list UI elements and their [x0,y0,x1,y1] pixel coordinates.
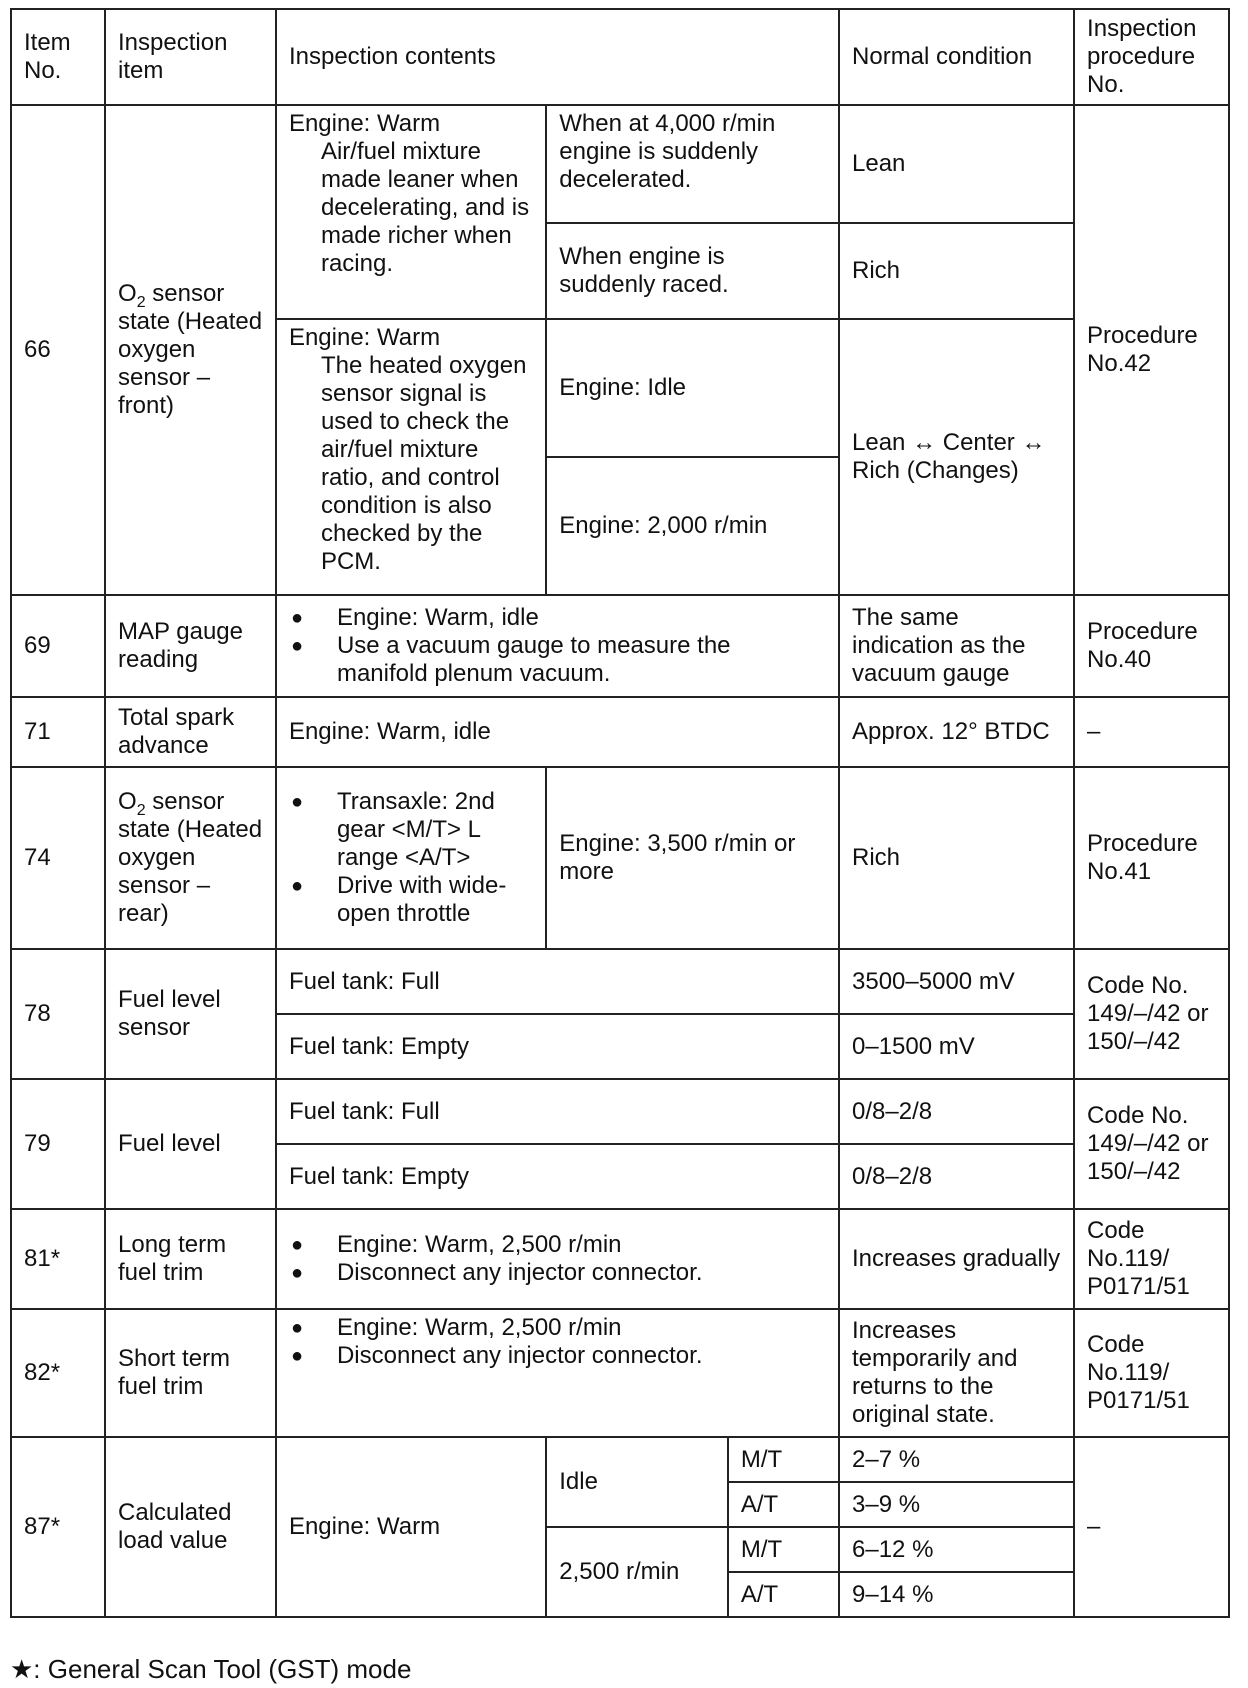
condition-66-2000: Engine: 2,000 r/min [546,457,839,595]
normal-69: The same indication as the vacuum gauge [839,595,1074,697]
trans-87-2500-mt: M/T [728,1527,839,1572]
condition-78-empty: Fuel tank: Empty [276,1014,839,1079]
item-name-74-post: sensor state (Heated oxygen sensor – rear) [118,788,263,927]
procedure-82: Code No.119/ P0171/51 [1074,1309,1229,1437]
item-name-78: Fuel level sensor [105,949,276,1079]
item-name-66-sub: 2 [136,293,146,311]
procedure-81: Code No.119/ P0171/51 [1074,1209,1229,1309]
trans-87-idle-at: A/T [728,1482,839,1527]
item-name-74-sub: 2 [136,801,146,819]
table-row [11,697,1229,767]
table-row [11,1079,1229,1144]
procedure-78: Code No. 149/–/42 or 150/–/42 [1074,949,1229,1079]
condition-74: Engine: 3,500 r/min or more [546,767,839,949]
contents-66-a-desc: Air/fuel mixture made leaner when decelerating, and is made richer when racing. [320,138,530,277]
contents-81-bullet-1: ● Engine: Warm, 2,500 r/min [289,1231,826,1259]
header-inspection-contents: Inspection contents [276,9,839,105]
condition-78-full: Fuel tank: Full [276,949,839,1014]
normal-87-idle-mt: 2–7 % [839,1437,1074,1482]
normal-66-changes: Lean ↔ Center ↔ Rich (Changes) [839,319,1074,595]
item-name-66-post: sensor state (Heated oxygen sensor –front) [118,280,263,419]
inspection-table [10,8,1230,1618]
normal-66-lean: Lean [839,105,1074,223]
normal-66-rich: Rich [839,223,1074,319]
normal-79-full: 0/8–2/8 [839,1079,1074,1144]
table-row [11,1209,1229,1309]
normal-81: Increases gradually [839,1209,1074,1309]
procedure-69: Procedure No.40 [1074,595,1229,697]
item-name-74-pre: O [118,788,137,815]
item-name-87: Calculated load value [105,1437,276,1617]
item-name-79: Fuel level [105,1079,276,1209]
item-name-66-pre: O [118,280,137,307]
item-name-74 [105,767,276,949]
item-no-81: 81* [11,1209,105,1309]
procedure-87: – [1074,1437,1229,1617]
table-row [11,949,1229,1014]
item-name-81: Long term fuel trim [105,1209,276,1309]
contents-87: Engine: Warm [276,1437,546,1617]
contents-66-b-desc: The heated oxygen sensor signal is used to check the air/fuel mixture ratio, and control condition is also checked by the PCM. [320,352,527,575]
item-no-74: 74 [11,767,105,949]
procedure-66: Procedure No.42 [1074,105,1229,595]
contents-81 [276,1209,839,1309]
condition-79-full: Fuel tank: Full [276,1079,839,1144]
item-no-87: 87* [11,1437,105,1617]
normal-79-empty: 0/8–2/8 [839,1144,1074,1209]
header-procedure-no: Inspection procedure No. [1074,9,1229,105]
header-row [11,9,1229,105]
item-no-78: 78 [11,949,105,1079]
contents-82 [276,1309,839,1437]
normal-87-idle-at: 3–9 % [839,1482,1074,1527]
contents-69-bullet-1: ● Engine: Warm, idle [289,604,826,632]
trans-87-idle-mt: M/T [728,1437,839,1482]
item-no-71: 71 [11,697,105,767]
contents-74-bullet-2: ● Drive with wide-open throttle [289,872,533,928]
normal-82: Increases temporarily and returns to the original state. [839,1309,1074,1437]
footnote: ★: General Scan Tool (GST) mode [10,1654,412,1684]
table-row [11,767,1229,949]
contents-74-bullet-1: ● Transaxle: 2nd gear <M/T> L range <A/T> [289,788,533,872]
table-row [11,595,1229,697]
contents-82-bullet-1: ● Engine: Warm, 2,500 r/min [289,1314,826,1342]
procedure-79: Code No. 149/–/42 or 150/–/42 [1074,1079,1229,1209]
condition-66-decel: When at 4,000 r/min engine is suddenly decelerated. [546,105,839,223]
table-row [11,1437,1229,1482]
normal-71: Approx. 12° BTDC [839,697,1074,767]
contents-81-bullet-2: ● Disconnect any injector connector. [289,1259,826,1287]
header-inspection-item: Inspection item [105,9,276,105]
header-normal-condition: Normal condition [839,9,1074,105]
contents-82-bullet-2: ● Disconnect any injector connector. [289,1342,826,1370]
contents-66-b-title: Engine: Warm [288,324,441,351]
normal-78-full: 3500–5000 mV [839,949,1074,1014]
item-no-82: 82* [11,1309,105,1437]
condition-79-empty: Fuel tank: Empty [276,1144,839,1209]
condition-87-2500: 2,500 r/min [546,1527,728,1617]
normal-87-2500-at: 9–14 % [839,1572,1074,1617]
trans-87-2500-at: A/T [728,1572,839,1617]
condition-87-idle: Idle [546,1437,728,1527]
contents-69 [276,595,839,697]
item-no-69: 69 [11,595,105,697]
contents-69-bullet-2: ● Use a vacuum gauge to measure the manifold plenum vacuum. [289,632,826,688]
contents-66-a [276,105,546,319]
table-row [11,105,1229,223]
item-name-71: Total spark advance [105,697,276,767]
item-no-66: 66 [11,105,105,595]
contents-74 [276,767,546,949]
item-no-79: 79 [11,1079,105,1209]
procedure-74: Procedure No.41 [1074,767,1229,949]
header-item-no: Item No. [11,9,105,105]
condition-66-idle: Engine: Idle [546,319,839,457]
condition-66-race: When engine is suddenly raced. [546,223,839,319]
item-name-69: MAP gauge reading [105,595,276,697]
procedure-71: – [1074,697,1229,767]
item-name-82: Short term fuel trim [105,1309,276,1437]
contents-66-b [276,319,546,595]
table-row [11,1309,1229,1437]
normal-74: Rich [839,767,1074,949]
contents-71: Engine: Warm, idle [276,697,839,767]
item-name-66 [105,105,276,595]
normal-78-empty: 0–1500 mV [839,1014,1074,1079]
contents-66-a-title: Engine: Warm [288,110,441,137]
normal-87-2500-mt: 6–12 % [839,1527,1074,1572]
